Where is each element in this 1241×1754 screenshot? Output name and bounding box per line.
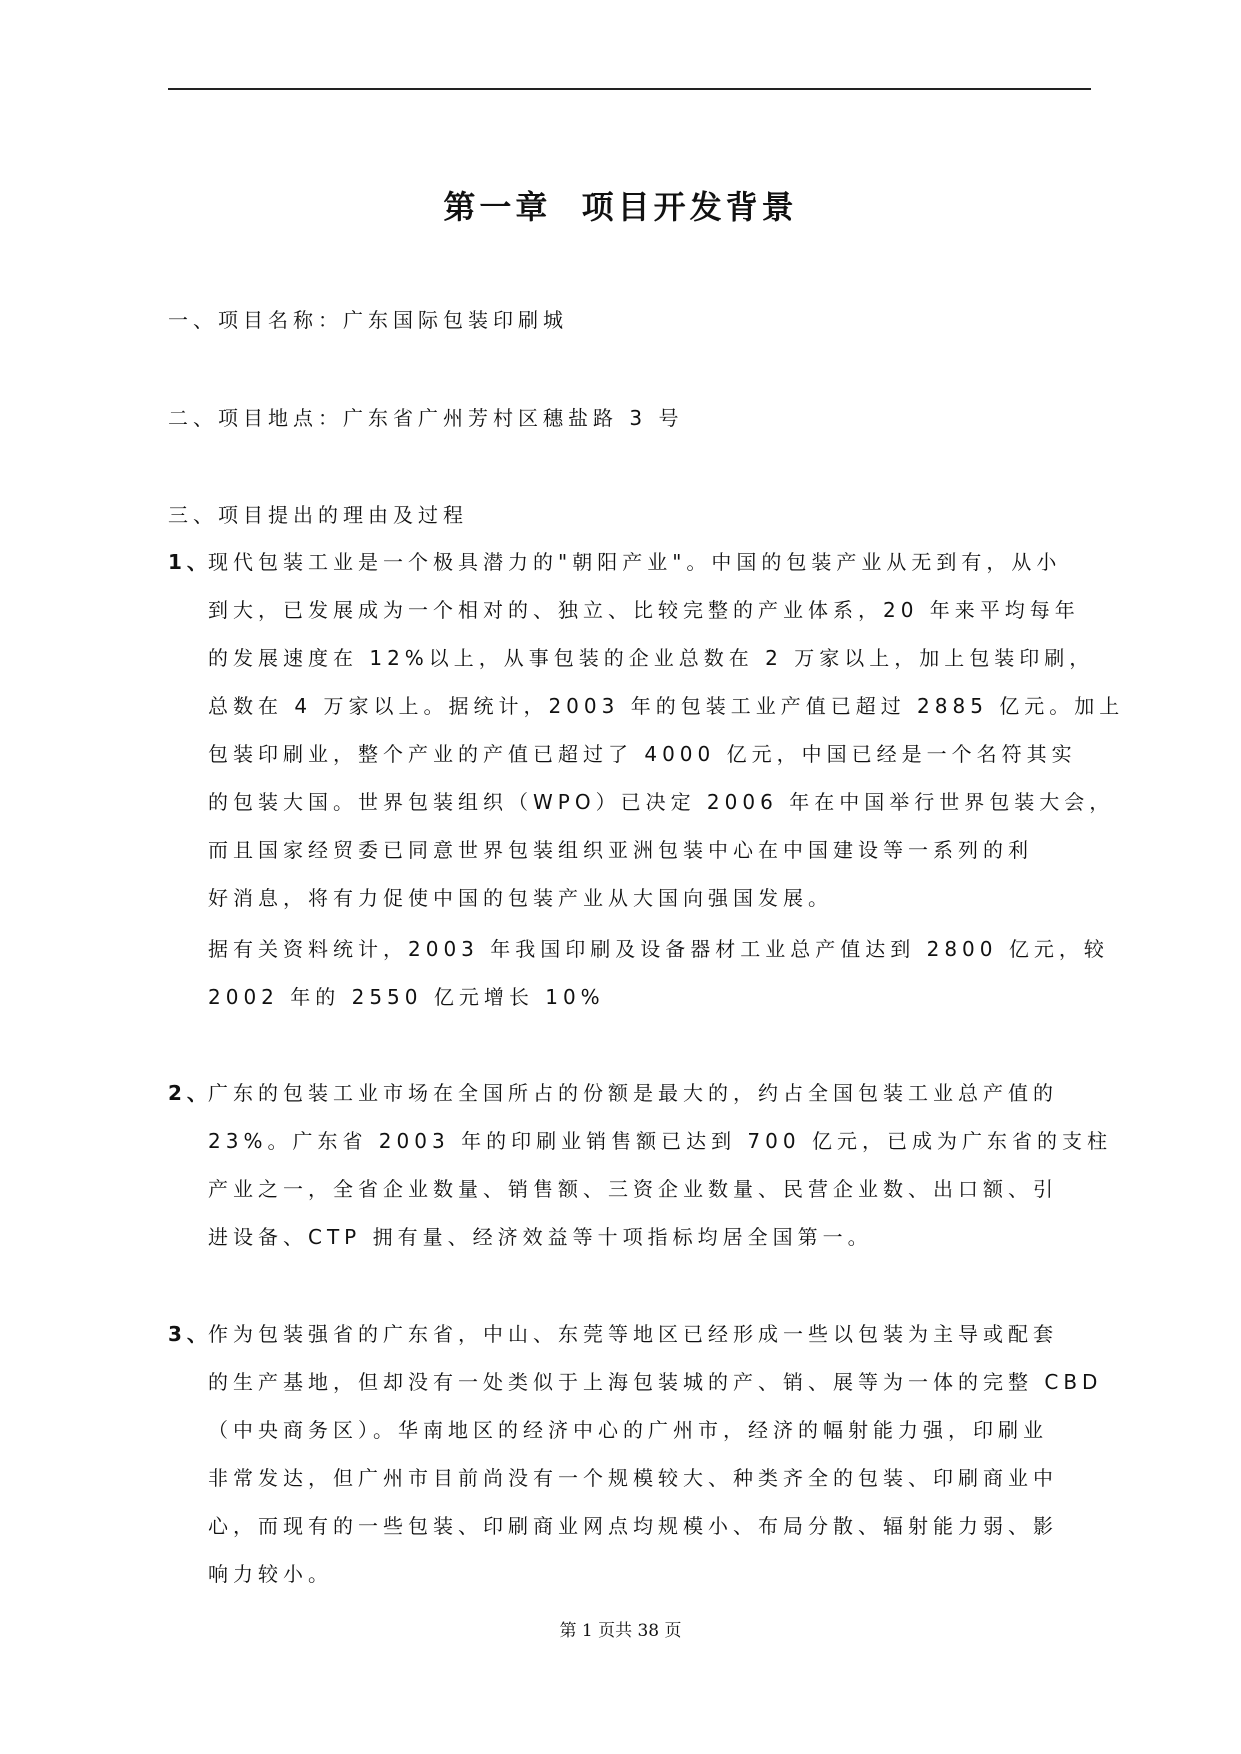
paragraph-line: 的生产基地，但却没有一处类似于上海包装城的产、销、展等为一体的完整 CBD: [208, 1370, 1103, 1394]
paragraph-line: 响力较小。: [208, 1562, 333, 1586]
paragraph-line: 非常发达，但广州市目前尚没有一个规模较大、种类齐全的包装、印刷商业中: [208, 1466, 1058, 1490]
paragraph-line: 好消息，将有力促使中国的包装产业从大国向强国发展。: [208, 886, 833, 910]
paragraph-line: 的发展速度在 12%以上，从事包装的企业总数在 2 万家以上，加上包装印刷，: [208, 646, 1095, 670]
paragraph-line: 进设备、CTP 拥有量、经济效益等十项指标均居全国第一。: [208, 1225, 873, 1249]
paragraph-line: 到大，已发展成为一个相对的、独立、比较完整的产业体系，20 年来平均每年: [208, 598, 1080, 622]
paragraph-line: 广东的包装工业市场在全国所占的份额是最大的，约占全国包装工业总产值的: [208, 1081, 1058, 1105]
paragraph-line: 现代包装工业是一个极具潜力的"朝阳产业"。中国的包装产业从无到有，从小: [208, 550, 1062, 574]
paragraph-line: 心，而现有的一些包装、印刷商业网点均规模小、布局分散、辐射能力弱、影: [208, 1514, 1058, 1538]
page-footer: 第 1 页共 38 页: [559, 1621, 682, 1641]
paragraph-line: 据有关资料统计，2003 年我国印刷及设备器材工业总产值达到 2800 亿元，较: [208, 937, 1109, 961]
paragraph-number: 1、: [168, 550, 212, 574]
header-rule: [168, 88, 1091, 90]
paragraph-line: （中央商务区）。华南地区的经济中心的广州市，经济的幅射能力强，印刷业: [208, 1418, 1048, 1442]
paragraph-line: 包装印刷业，整个产业的产值已超过了 4000 亿元，中国已经是一个名符其实: [208, 742, 1077, 766]
paragraph-number: 2、: [168, 1081, 212, 1105]
project-location-item: 二、项目地点：广东省广州芳村区穗盐路 3 号: [168, 406, 684, 430]
project-reasons-heading: 三、项目提出的理由及过程: [168, 503, 468, 527]
chapter-title: 第一章 项目开发背景: [443, 188, 798, 226]
project-name-item: 一、项目名称：广东国际包装印刷城: [168, 308, 568, 332]
paragraph-line: 23%。广东省 2003 年的印刷业销售额已达到 700 亿元，已成为广东省的支柱: [208, 1129, 1112, 1153]
paragraph-line: 的包装大国。世界包装组织（WPO）已决定 2006 年在中国举行世界包装大会，: [208, 790, 1115, 814]
paragraph-number: 3、: [168, 1322, 212, 1346]
paragraph-line: 而且国家经贸委已同意世界包装组织亚洲包装中心在中国建设等一系列的利: [208, 838, 1033, 862]
paragraph-line: 2002 年的 2550 亿元增长 10%: [208, 985, 605, 1009]
paragraph-line: 作为包装强省的广东省，中山、东莞等地区已经形成一些以包装为主导或配套: [208, 1322, 1058, 1346]
paragraph-line: 总数在 4 万家以上。据统计，2003 年的包装工业产值已超过 2885 亿元。加上: [208, 694, 1125, 718]
paragraph-line: 产业之一，全省企业数量、销售额、三资企业数量、民营企业数、出口额、引: [208, 1177, 1058, 1201]
